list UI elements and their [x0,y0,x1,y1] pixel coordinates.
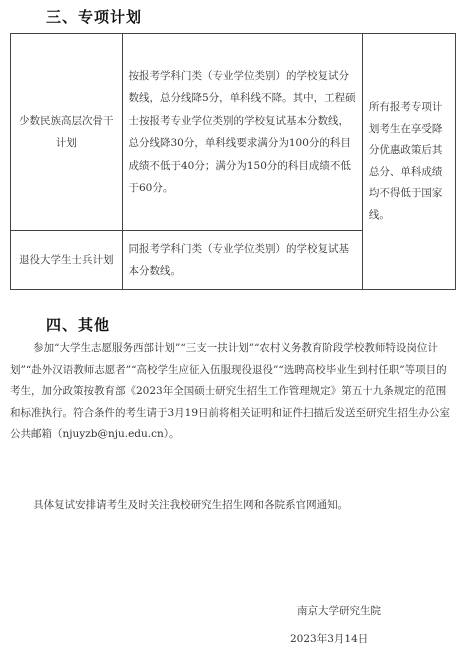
bonus-policy-paragraph: 参加“大学生志愿服务西部计划”“三支一扶计划”“农村义务教育阶段学校教师特设岗位计划”“赴外汉语教师志愿者”“高校学生应征入伍服现役退役”“选聘高校毕业生到村任职”等项目的考生，加分政策按教育部《2023年全国硕士研究生招生工作管理规定》第五十九条规定的范围和标准执行。符合条件的考生请于3月19日前将相关证明和证件扫描后发送至研究生招生办公室公共邮箱（njuyzb@nju.edu.cn）。 [10,342,451,441]
signature-date: 2023年3月14日 [290,633,369,645]
plan-policy-cell: 同报考学科门类（专业学位类别）的学校复试基本分数线。 [122,231,362,290]
section-4-heading: 四、其他 [46,316,111,334]
plan-name-cell: 少数民族高层次骨干计划 [11,34,123,231]
table-row [11,34,456,231]
plan-policy-cell: 按报考学科门类（专业学位类别）的学校复试分数线，总分线降5分，单科线不降。其中，工程硕士按报考专业学位类别的学校复试基本分数线，总分线降30分，单科线要求满分为100分的科目成绩不低于40分；满分为150分的科目成绩不低于60分。 [122,34,362,231]
signature-organization: 南京大学研究生院 [297,605,381,617]
notice-paragraph: 具体复试安排请考生及时关注我校研究生招生网和各院系官网通知。 [33,499,349,511]
plan-name-cell: 退役大学生士兵计划 [11,231,123,290]
plan-note-cell: 所有报考专项计划考生在享受降分优惠政策后其总分、单科成绩均不得低于国家线。 [362,34,455,290]
special-plan-table [10,33,456,290]
section-3-heading: 三、专项计划 [46,8,143,26]
